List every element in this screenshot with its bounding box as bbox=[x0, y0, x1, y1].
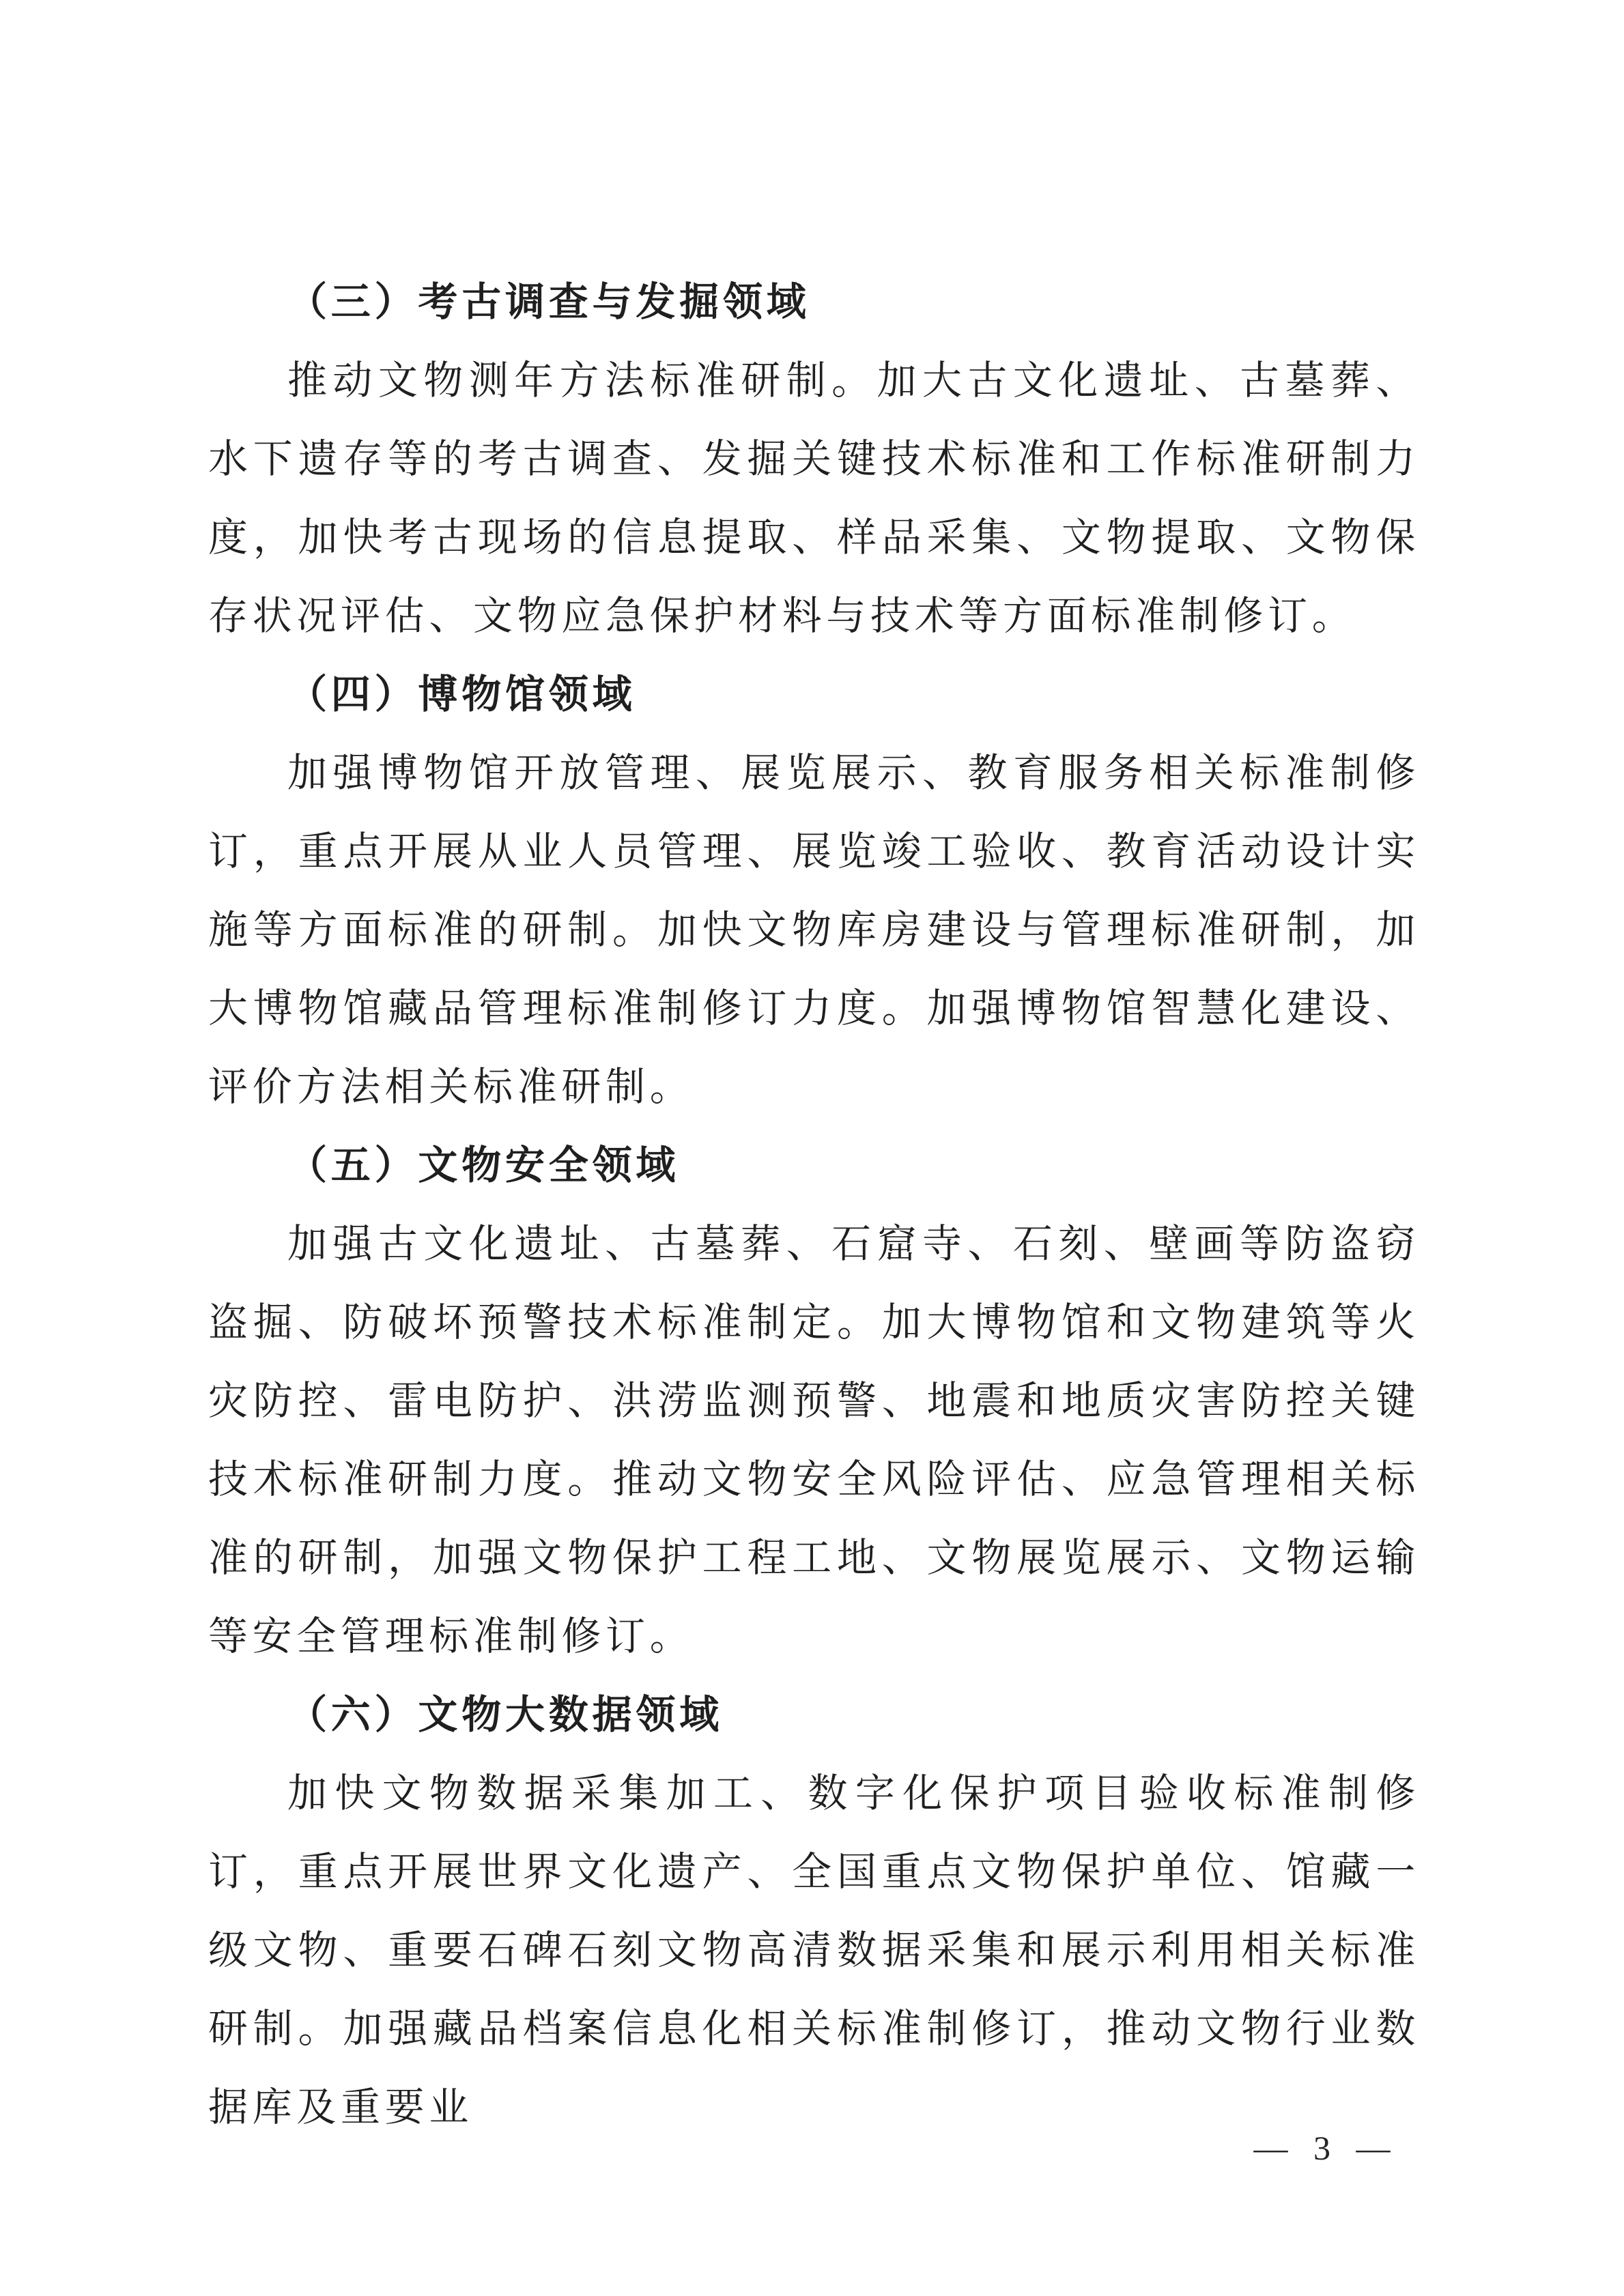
section-heading: （六）文物大数据领域 bbox=[287, 1693, 724, 1737]
section-heading: （四）博物馆领域 bbox=[287, 672, 636, 717]
section-archaeology bbox=[208, 263, 1420, 655]
section-paragraph: 加强博物馆开放管理、展览展示、教育服务相关标准制修订，重点开展从业人员管理、展览竣工验收、教育活动设计实施等方面标准的研制。加快文物库房建设与管理标准研制，加大博物馆藏品管理标准制修订力度。加强博物馆智慧化建设、评价方法相关标准研制。 bbox=[208, 751, 1420, 1109]
section-relic-safety bbox=[208, 1126, 1420, 1676]
document-body bbox=[208, 263, 1420, 2147]
section-paragraph: 加快文物数据采集加工、数字化保护项目验收标准制修订，重点开展世界文化遗产、全国重点文物保护单位、馆藏一级文物、重要石碑石刻文物高清数据采集和展示利用相关标准研制。加强藏品档案信息化相关标准制修订，推动文物行业数据库及重要业 bbox=[208, 1771, 1420, 2129]
section-paragraph: 推动文物测年方法标准研制。加大古文化遗址、古墓葬、水下遗存等的考古调查、发掘关键技术标准和工作标准研制力度，加快考古现场的信息提取、样品采集、文物提取、文物保存状况评估、文物应急保护材料与技术等方面标准制修订。 bbox=[208, 358, 1420, 638]
page-number: — 3 — bbox=[1253, 2129, 1399, 2167]
section-museum bbox=[208, 655, 1420, 1126]
section-big-data bbox=[208, 1676, 1420, 2147]
section-paragraph: 加强古文化遗址、古墓葬、石窟寺、石刻、壁画等防盗窃盗掘、防破坏预警技术标准制定。加大博物馆和文物建筑等火灾防控、雷电防护、洪涝监测预警、地震和地质灾害防控关键技术标准研制力度。推动文物安全风险评估、应急管理相关标准的研制，加强文物保护工程工地、文物展览展示、文物运输等安全管理标准制修订。 bbox=[208, 1222, 1420, 1659]
section-heading: （五）文物安全领域 bbox=[287, 1143, 680, 1188]
section-heading: （三）考古调查与发掘领域 bbox=[287, 280, 810, 324]
